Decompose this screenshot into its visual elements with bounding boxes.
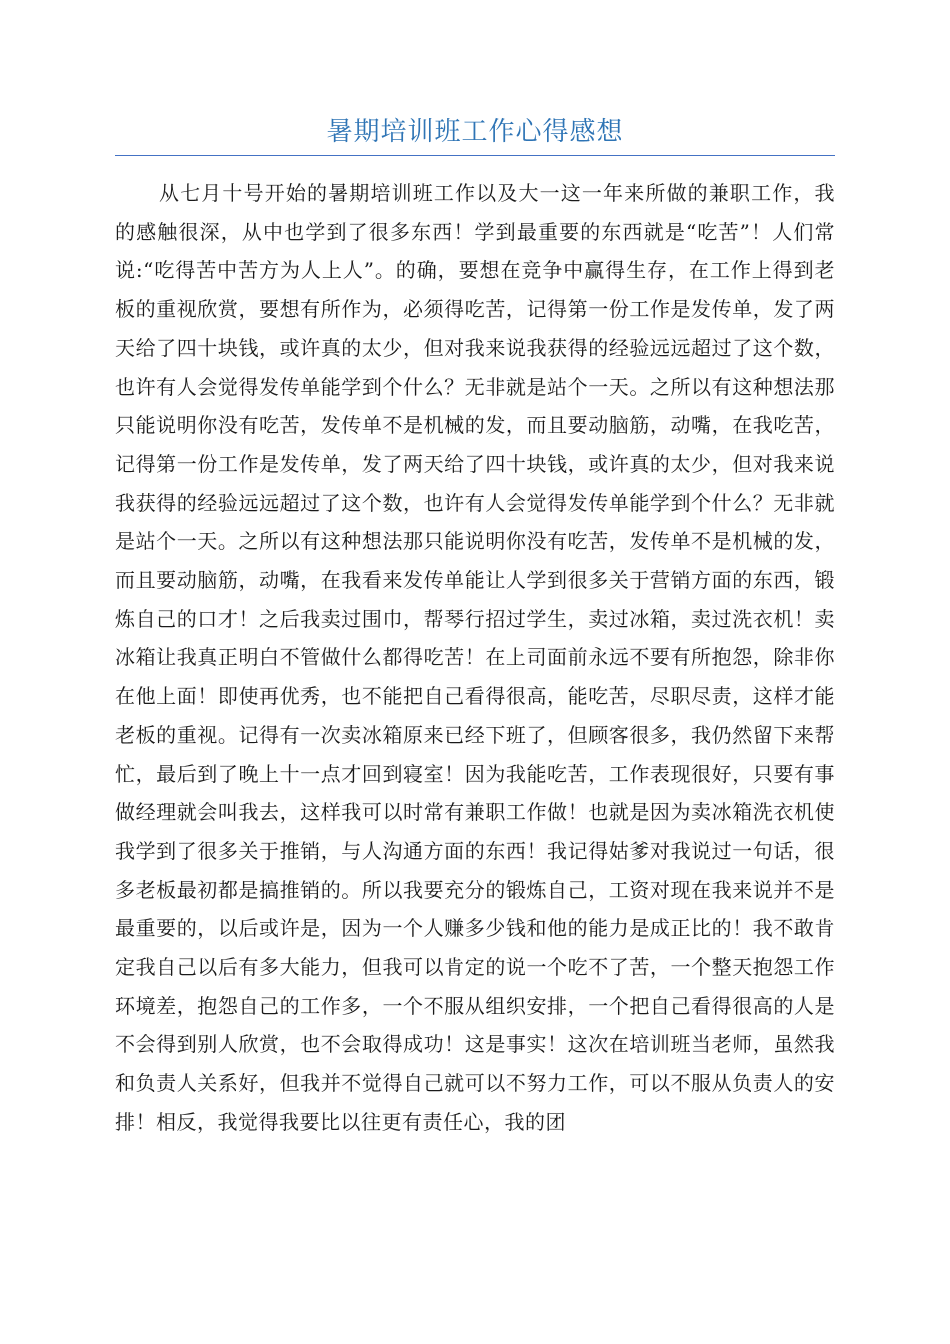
body-paragraph: 从七月十号开始的暑期培训班工作以及大一这一年来所做的兼职工作，我的感触很深，从中也学到了很多东西！学到最重要的东西就是“吃苦”！人们常说:“吃得苦中苦方为人上人”。的确，要想在竞争中赢得生存，在工作上得到老板的重视欣赏，要想有所作为，必须得吃苦，记得第一份工作是发传单，发了两天给了四十块钱，或许真的太少，但对我来说我获得的经验远远超过了这个数，也许有人会觉得发传单能学到个什么？无非就是站个一天。之所以有这种想法那只能说明你没有吃苦，发传单不是机械的发，而且要动脑筋，动嘴，在我吃苦，记得第一份工作是发传单，发了两天给了四十块钱，或许真的太少，但对我来说我获得的经验远远超过了这个数，也许有人会觉得发传单能学到个什么？无非就是站个一天。之所以有这种想法那只能说明你没有吃苦，发传单不是机械的发，而且要动脑筋，动嘴，在我看来发传单能让人学到很多关于营销方面的东西，锻炼自己的口才！之后我卖过围巾，帮琴行招过学生，卖过冰箱，卖过洗衣机！卖冰箱让我真正明白不管做什么都得吃苦！在上司面前永远不要有所抱怨，除非你在他上面！即使再优秀，也不能把自己看得很高，能吃苦，尽职尽责，这样才能老板的重视。记得有一次卖冰箱原来已经下班了，但顾客很多，我仍然留下来帮忙，最后到了晚上十一点才回到寝室！因为我能吃苦，工作表现很好，只要有事做经理就会叫我去，这样我可以时常有兼职工作做！也就是因为卖冰箱洗衣机使我学到了很多关于推销，与人沟通方面的东西！我记得姑爹对我说过一句话，很多老板最初都是搞推销的。所以我要充分的锻炼自己，工资对现在我来说并不是最重要的，以后或许是，因为一个人赚多少钱和他的能力是成正比的！我不敢肯定我自己以后有多大能力，但我可以肯定的说一个吃不了苦，一个整天抱怨工作环境差，抱怨自己的工作多，一个不服从组织安排，一个把自己看得很高的人是不会得到别人欣赏，也不会取得成功！这是事实！这次在培训班当老师，虽然我和负责人关系好，但我并不觉得自己就可以不努力工作，可以不服从负责人的安排！相反，我觉得我要比以往更有责任心，我的团	[115, 181, 835, 1134]
title-underline	[115, 155, 835, 156]
document-title: 暑期培训班工作心得感想	[326, 117, 624, 147]
